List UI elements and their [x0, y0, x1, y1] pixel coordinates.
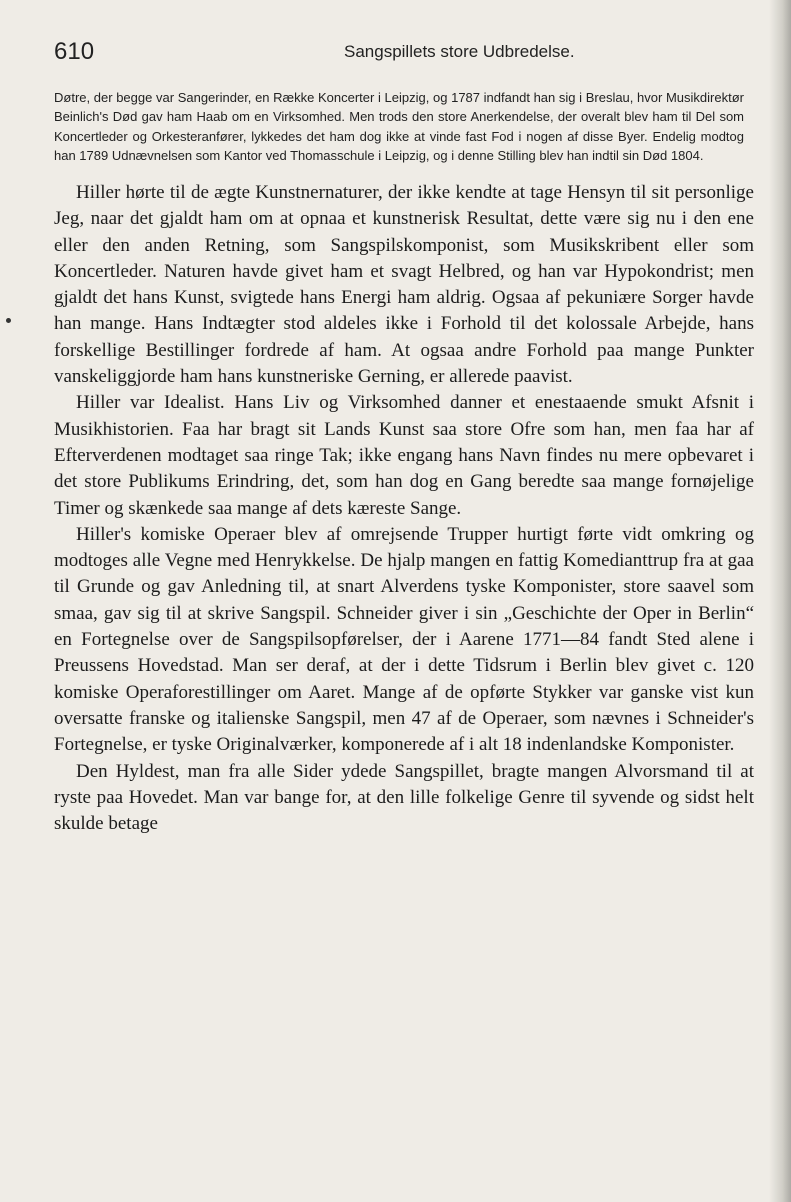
body-text	[54, 180, 754, 837]
page-edge-shadow	[769, 0, 791, 1202]
paragraph-4: Den Hyldest, man fra alle Sider ydede Sangspillet, bragte mangen Alvorsmand til at ryste paa Hovedet. Man var bange for, at den lille folkelige Genre til syvende og sidst helt skulde betage	[54, 760, 754, 835]
footnote-style-paragraph: Døtre, der begge var Sangerinder, en Række Koncerter i Leipzig, og 1787 indfandt han sig i Breslau, hvor Musikdirektør Beinlich's Død gav ham Haab om en Virksomhed. Men trods den store Anerkendelse, der overalt blev ham til Del som Koncertleder og Orkesteranfører, lykkedes det ham dog ikke at vinde fast Fod i nogen af disse Byer. Endelig modtog han 1789 Udnævnelsen som Kantor ved Thomasschule i Leipzig, og i denne Stilling blev han indtil sin Død 1804.	[54, 90, 744, 163]
paragraph-2: Hiller var Idealist. Hans Liv og Virksomhed danner et enestaaende smukt Afsnit i Musikhistorien. Faa har bragt sit Lands Kunst saa store Ofre som han, men faa har af Efterverdenen modtaget saa ringe Tak; ikke engang hans Navn findes nu mere opbevaret i det store Publikums Erindring, det, som han dog en Gang beredte saa mange fornøjelige Timer og skænkede saa mange af dets kæreste Sange.	[54, 392, 754, 519]
margin-dot	[6, 318, 11, 323]
running-head: Sangspillets store Udbredelse.	[344, 42, 575, 61]
paragraph-1: Hiller hørte til de ægte Kunstnernaturer, der ikke kendte at tage Hensyn til sit personlige Jeg, naar det gjaldt ham om at opnaa et kunstnerisk Resultat, dette være sig nu i den ene eller den anden Retning, som Sangspilskomponist, som Musikskribent eller som Koncertleder. Naturen havde givet ham et svagt Helbred, og han var Hypokondrist; men gjaldt det hans Kunst, svigtede hans Energi ham aldrig. Ogsaa af pekuniære Sorger havde han mange. Hans Indtægter stod aldeles ikke i Forhold til det kolossale Arbejde, hans forskellige Bestillinger fordrede af ham. At ogsaa andre Forhold paa mange Punkter vanskeliggjorde ham hans kunstneriske Gerning, er allerede paavist.	[54, 182, 754, 388]
page-header	[54, 38, 754, 70]
page-number: 610	[54, 38, 95, 65]
paragraph-3: Hiller's komiske Operaer blev af omrejsende Trupper hurtigt førte vidt omkring og modtoges alle Vegne med Henrykkelse. De hjalp mangen en fattig Komedianttrup fra at gaa til Grunde og gav Anledning til, at snart Alverdens tyske Komponister, store saavel som smaa, gav sig til at skrive Sangspil. Schneider giver i sin „Geschichte der Oper in Berlin“ en Fortegnelse over de Sangspilsopførelser, der i Aarene 1771—84 fandt Sted alene i Preussens Hovedstad. Man ser deraf, at der i dette Tidsrum i Berlin blev givet c. 120 komiske Operaforestillinger om Aaret. Mange af de opførte Stykker var ganske vist kun oversatte franske og italienske Sangspil, men 47 af de Operaer, som nævnes i Schneider's Fortegnelse, er tyske Originalværker, komponerede af i alt 18 indenlandske Komponister.	[54, 523, 754, 756]
